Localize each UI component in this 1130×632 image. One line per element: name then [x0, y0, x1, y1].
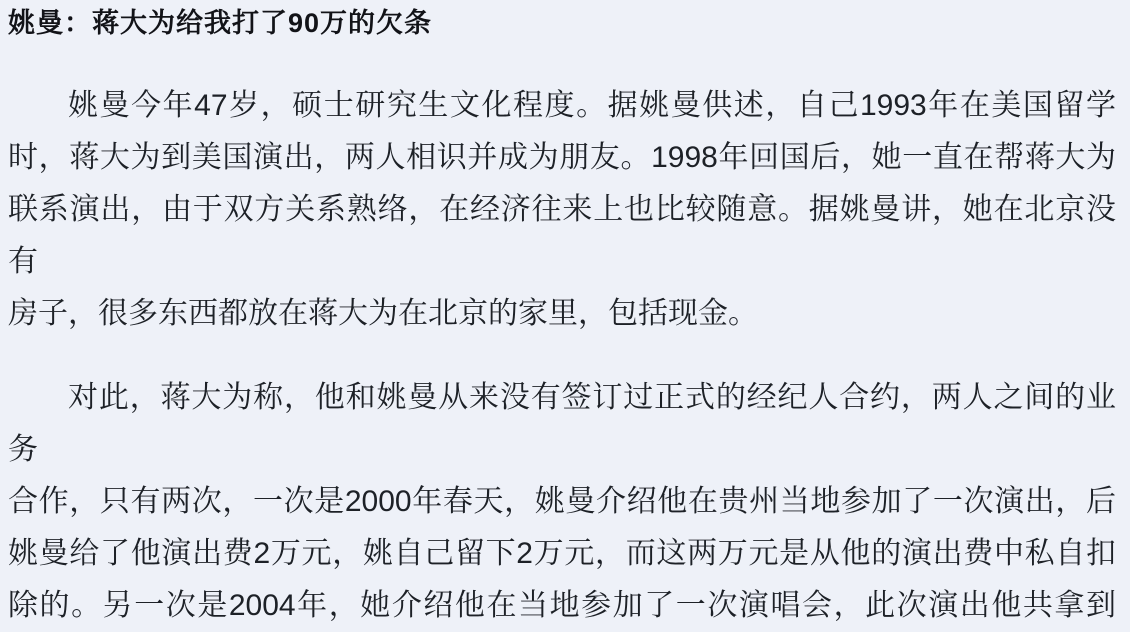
text-line-clipped: 除的。另一次是2004年，她介绍他在当地参加了一次演唱会，此次演出他共拿到 [8, 589, 1116, 622]
text-line: 姚曼给了他演出费2万元，姚自己留下2万元，而这两万元是从他的演出费中私自扣 [8, 537, 1116, 570]
paragraph-2 [8, 372, 1116, 632]
text-line: 对此，蒋大为称，他和姚曼从来没有签订过正式的经纪人合约，两人之间的业务 [8, 381, 1116, 466]
article-title: 姚曼：蒋大为给我打了90万的欠条 [8, 8, 433, 38]
text-line: 房子，很多东西都放在蒋大为在北京的家里，包括现金。 [8, 297, 758, 330]
text-line: 时，蒋大为到美国演出，两人相识并成为朋友。1998年回国后，她一直在帮蒋大为 [8, 141, 1116, 174]
text-line: 姚曼今年47岁，硕士研究生文化程度。据姚曼供述，自己1993年在美国留学 [68, 89, 1116, 122]
text-line: 联系演出，由于双方关系熟络，在经济往来上也比较随意。据姚曼讲，她在北京没有 [8, 193, 1116, 278]
text-line: 合作，只有两次，一次是2000年春天，姚曼介绍他在贵州当地参加了一次演出，后 [8, 485, 1116, 518]
paragraph-1 [8, 80, 1116, 340]
